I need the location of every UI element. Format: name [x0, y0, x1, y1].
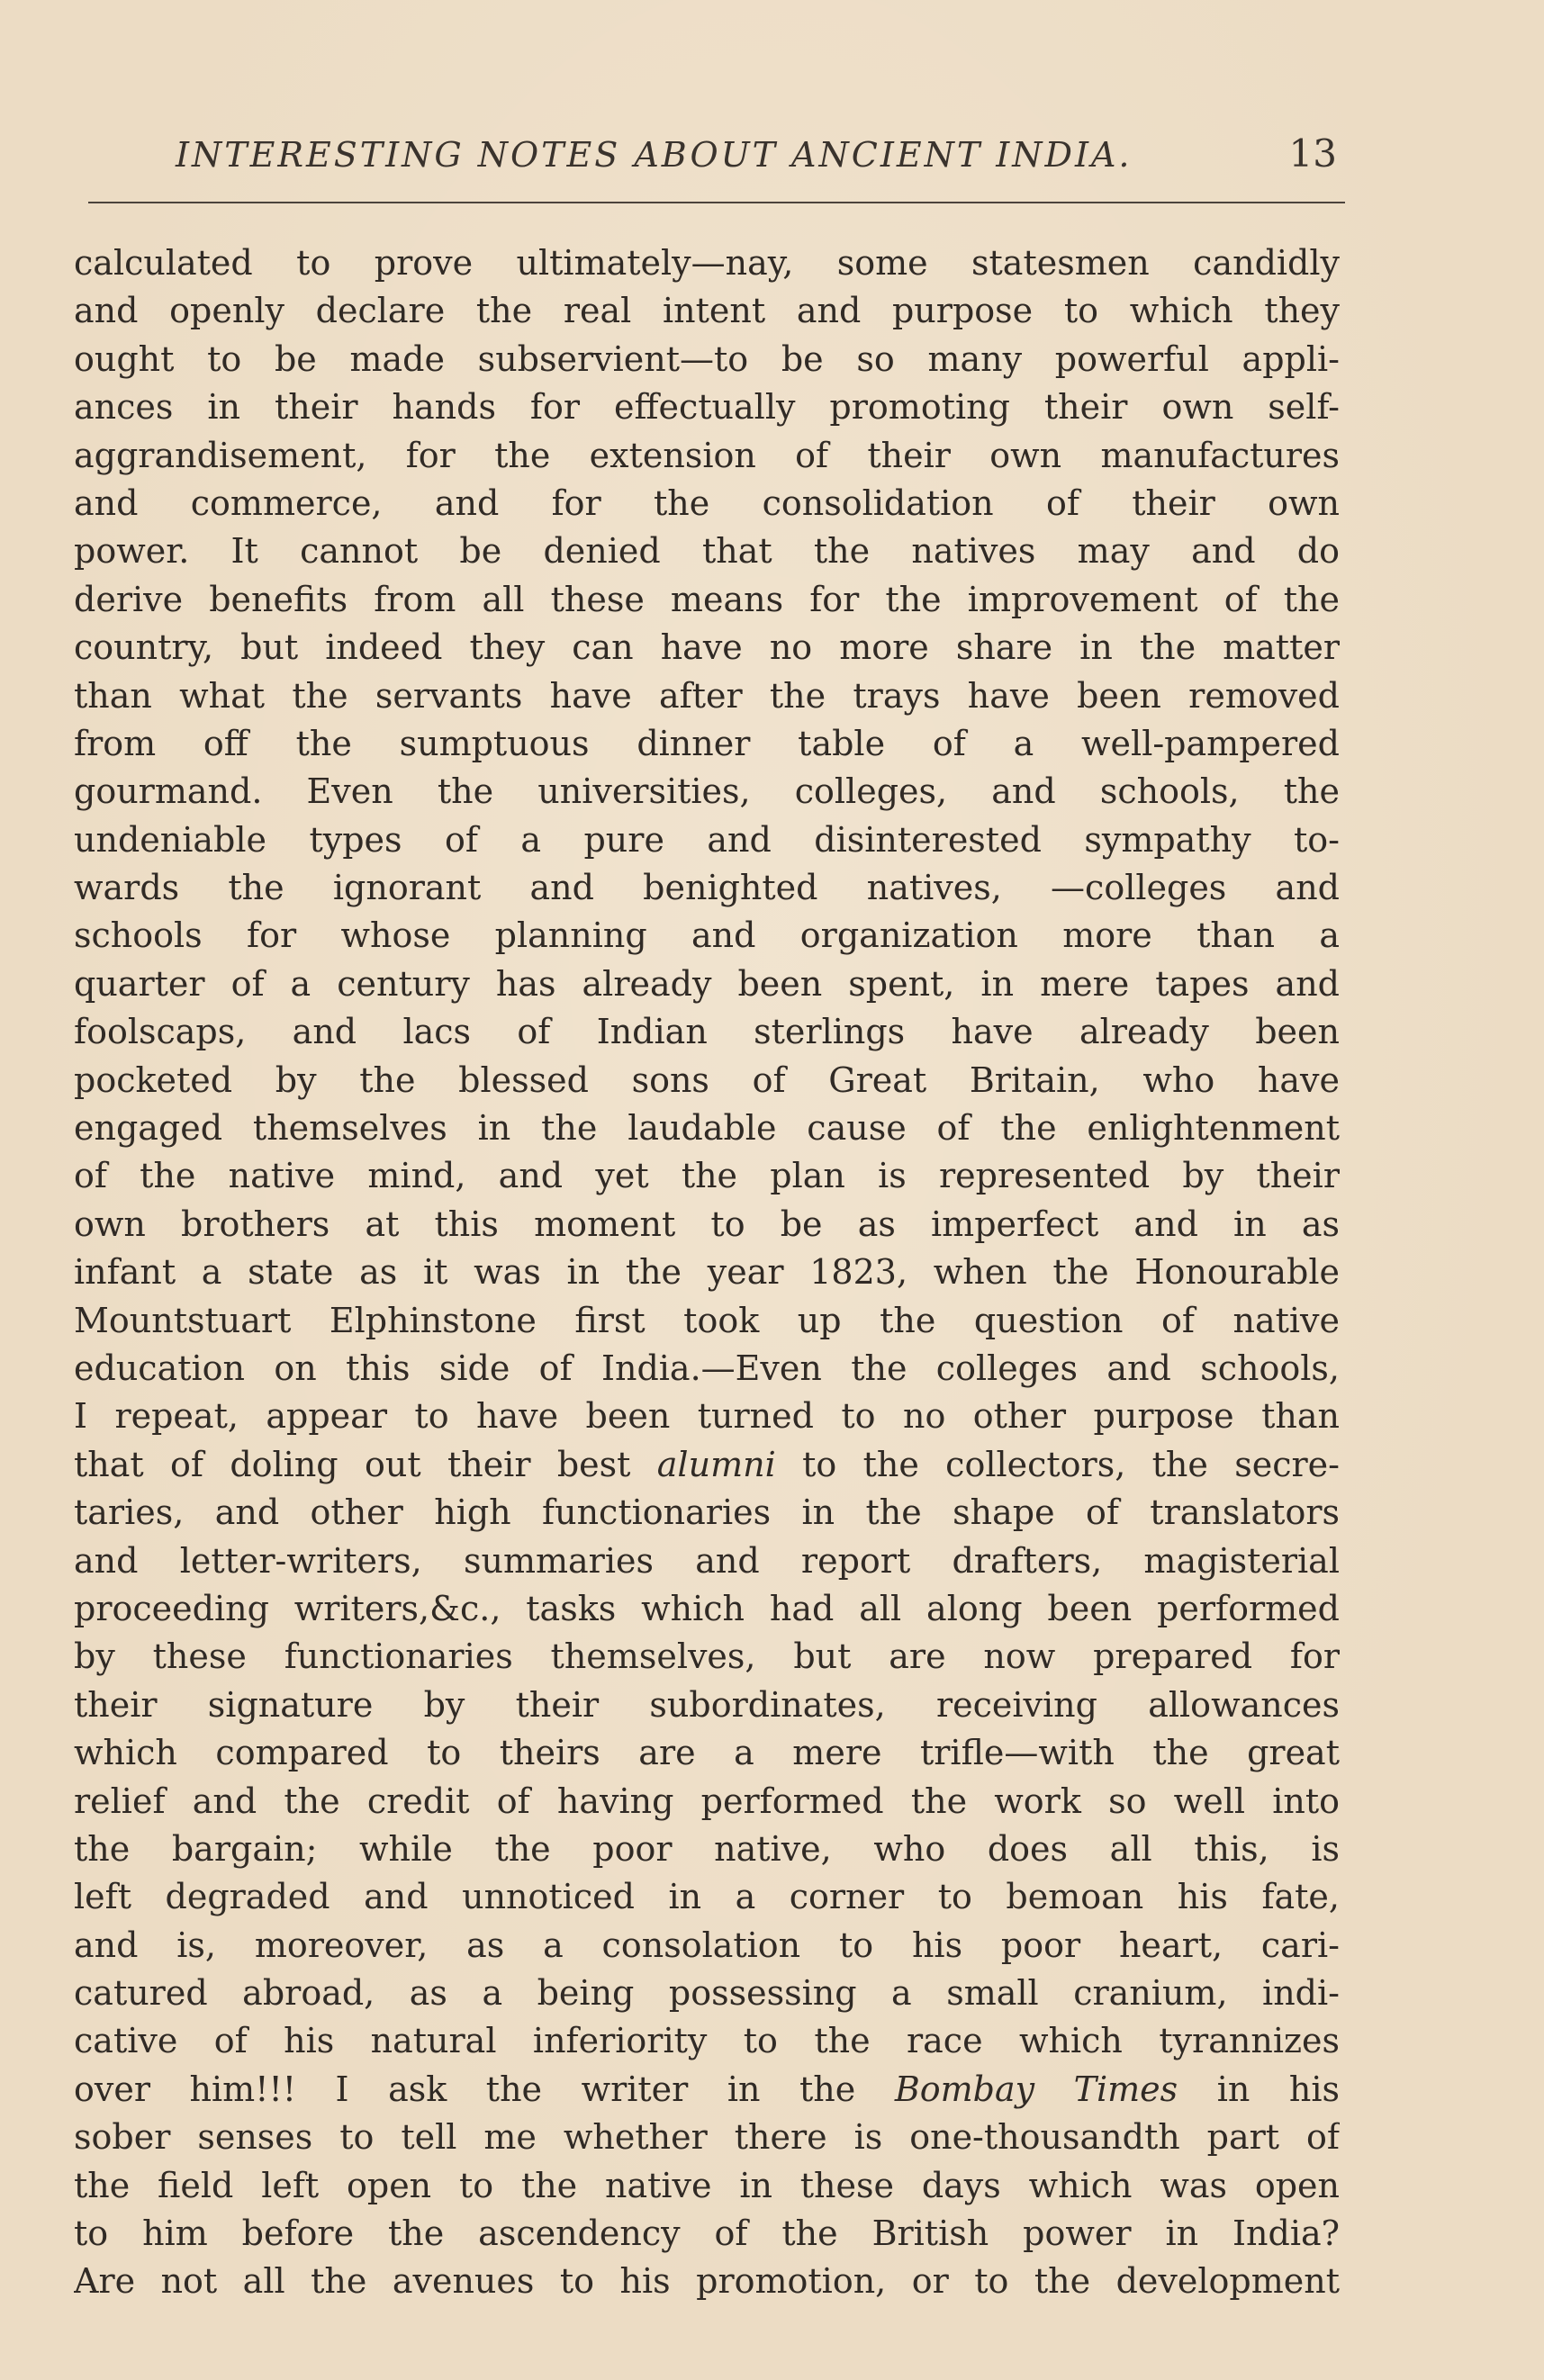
- line-text: derive benefits from all these means for the improvement of the: [74, 579, 1340, 619]
- text-line: [74, 480, 1340, 527]
- text-line: [74, 1922, 1340, 1970]
- line-text: proceeding writers,&c., tasks which had all along been performed: [74, 1588, 1340, 1628]
- text-line: [74, 1970, 1340, 2017]
- text-line: [74, 1249, 1340, 1296]
- text-line: [74, 1104, 1340, 1152]
- text-line: [74, 1873, 1340, 1921]
- line-text: Are not all the avenues to his promotion, or to the development: [74, 2261, 1340, 2302]
- text-line: [74, 527, 1340, 575]
- text-line: [74, 720, 1340, 768]
- line-text: and openly declare the real intent and purpose to which they: [74, 291, 1340, 331]
- text-line: [74, 1201, 1340, 1249]
- text-line: [74, 336, 1340, 383]
- line-text: which compared to theirs are a mere trifle—with the great: [74, 1733, 1340, 1773]
- line-text: infant a state as it was in the year 1823, when the Honourable: [74, 1252, 1340, 1293]
- text-line: [74, 2210, 1340, 2258]
- line-text: I repeat, appear to have been turned to no other purpose than: [74, 1396, 1340, 1437]
- text-line: [74, 239, 1340, 287]
- text-line: [74, 1537, 1340, 1585]
- header-rule: [88, 202, 1345, 203]
- running-head: [81, 126, 1337, 180]
- italic-phrase: alumni: [656, 1444, 776, 1484]
- text-line: [74, 2066, 1340, 2114]
- line-text: sober senses to tell me whether there is one-thousandth part of: [74, 2117, 1340, 2158]
- line-text: relief and the credit of having performed the work so well into: [74, 1780, 1340, 1821]
- text-line: [74, 432, 1340, 480]
- body-text: [74, 239, 1340, 2306]
- line-text: in his: [1178, 2069, 1340, 2109]
- line-text: catured abroad, as a being possessing a small cranium, indi-: [74, 1973, 1340, 2014]
- text-line: [74, 2017, 1340, 2065]
- line-text: quarter of a century has already been spent, in mere tapes and: [74, 963, 1340, 1004]
- line-text: wards the ignorant and benighted natives, —colleges and: [74, 868, 1340, 908]
- line-text: of the native mind, and yet the plan is represented by their: [74, 1156, 1340, 1196]
- text-line: [74, 2162, 1340, 2210]
- text-line: [74, 1345, 1340, 1393]
- line-text: schools for whose planning and organization more than a: [74, 915, 1340, 956]
- line-text: by these functionaries themselves, but are now prepared for: [74, 1636, 1340, 1677]
- text-line: [74, 1441, 1340, 1489]
- line-text: foolscaps, and lacs of Indian sterlings have already been: [74, 1012, 1340, 1052]
- page-number: 13: [1288, 131, 1337, 176]
- text-line: [74, 576, 1340, 624]
- line-text: gourmand. Even the universities, colleges, and schools, the: [74, 771, 1340, 812]
- text-line: [74, 1297, 1340, 1345]
- text-line: [74, 624, 1340, 672]
- line-text: and letter-writers, summaries and report drafters, magisterial: [74, 1540, 1340, 1581]
- text-line: [74, 1826, 1340, 1873]
- line-text: pocketed by the blessed sons of Great Britain, who have: [74, 1059, 1340, 1100]
- text-line: [74, 1057, 1340, 1104]
- text-line: [74, 287, 1340, 335]
- line-text: own brothers at this moment to be as imperfect and in as: [74, 1204, 1340, 1244]
- line-text: their signature by their subordinates, receiving allowances: [74, 1684, 1340, 1725]
- text-line: [74, 864, 1340, 912]
- text-line: [74, 912, 1340, 960]
- text-line: [74, 672, 1340, 720]
- line-text: than what the servants have after the trays have been removed: [74, 675, 1340, 716]
- line-text: education on this side of India.—Even the colleges and schools,: [74, 1348, 1340, 1388]
- text-line: [74, 1393, 1340, 1440]
- text-line: [74, 1585, 1340, 1633]
- line-text: and commerce, and for the consolidation of their own: [74, 482, 1340, 523]
- line-text: ances in their hands for effectually promoting their own self-: [74, 387, 1340, 428]
- text-line: [74, 1008, 1340, 1056]
- line-text: engaged themselves in the laudable cause of the enlightenment: [74, 1108, 1340, 1149]
- text-line: [74, 2258, 1340, 2305]
- text-line: [74, 1489, 1340, 1537]
- text-line: [74, 1152, 1340, 1200]
- line-text: power. It cannot be denied that the natives may and do: [74, 531, 1340, 572]
- text-line: [74, 1633, 1340, 1681]
- text-line: [74, 1681, 1340, 1729]
- text-line: [74, 1729, 1340, 1777]
- line-text: over him!!! I ask the writer in the: [74, 2069, 895, 2109]
- line-text: from off the sumptuous dinner table of a well-pampered: [74, 723, 1340, 763]
- line-text: left degraded and unnoticed in a corner to bemoan his fate,: [74, 1877, 1340, 1917]
- text-line: [74, 2114, 1340, 2161]
- line-text: calculated to prove ultimately—nay, some statesmen candidly: [74, 243, 1340, 283]
- text-line: [74, 768, 1340, 816]
- line-text: undeniable types of a pure and disinterested sympathy to-: [74, 819, 1340, 860]
- text-line: [74, 960, 1340, 1008]
- italic-phrase: Bombay Times: [894, 2069, 1178, 2109]
- text-line: [74, 816, 1340, 864]
- line-text: that of doling out their best: [74, 1444, 657, 1484]
- line-text: the bargain; while the poor native, who does all this, is: [74, 1828, 1340, 1869]
- line-text: the field left open to the native in these days which was open: [74, 2165, 1340, 2205]
- line-text: Mountstuart Elphinstone first took up the question of native: [74, 1300, 1340, 1340]
- text-line: [74, 1778, 1340, 1826]
- line-text: ought to be made subservient—to be so many powerful appli-: [74, 338, 1340, 379]
- line-text: taries, and other high functionaries in the shape of translators: [74, 1492, 1340, 1533]
- running-title: INTERESTING NOTES ABOUT ANCIENT INDIA.: [176, 135, 1133, 175]
- line-text: aggrandisement, for the extension of their own manufactures: [74, 435, 1340, 475]
- line-text: to the collectors, the secre-: [775, 1444, 1340, 1484]
- line-text: cative of his natural inferiority to the race which tyrannizes: [74, 2021, 1340, 2061]
- text-line: [74, 383, 1340, 431]
- line-text: country, but indeed they can have no more share in the matter: [74, 627, 1340, 668]
- line-text: to him before the ascendency of the British power in India?: [74, 2213, 1340, 2254]
- line-text: and is, moreover, as a consolation to his poor heart, cari-: [74, 1925, 1340, 1965]
